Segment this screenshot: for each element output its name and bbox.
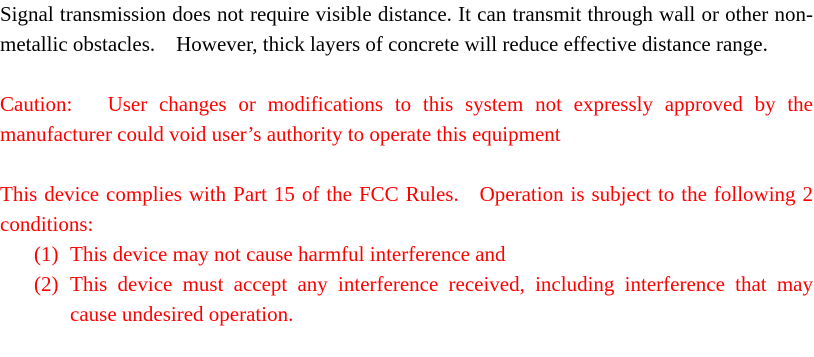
paragraph-spacer bbox=[0, 59, 813, 89]
condition-number: (2) bbox=[34, 272, 59, 296]
condition-text: This device must accept any interference received, including interference that may cause undesired operation. bbox=[70, 272, 813, 326]
condition-item-1 bbox=[0, 239, 813, 269]
condition-number: (1) bbox=[34, 242, 59, 266]
range-note-paragraph: Signal transmission does not require visible distance. It can transmit through wall or other non-metallic obstacles. However, thick layers of concrete will reduce effective distance range. bbox=[0, 2, 813, 56]
fcc-statement-paragraph: This device complies with Part 15 of the FCC Rules. Operation is subject to the following 2 conditions: bbox=[0, 182, 813, 236]
condition-item-2 bbox=[0, 269, 813, 329]
paragraph-spacer bbox=[0, 149, 813, 179]
condition-text: This device may not cause harmful interference and bbox=[70, 242, 506, 266]
conditions-list bbox=[0, 239, 813, 329]
caution-paragraph: Caution: User changes or modifications to this system not expressly approved by the manufacturer could void user’s authority to operate this equipment bbox=[0, 92, 813, 146]
